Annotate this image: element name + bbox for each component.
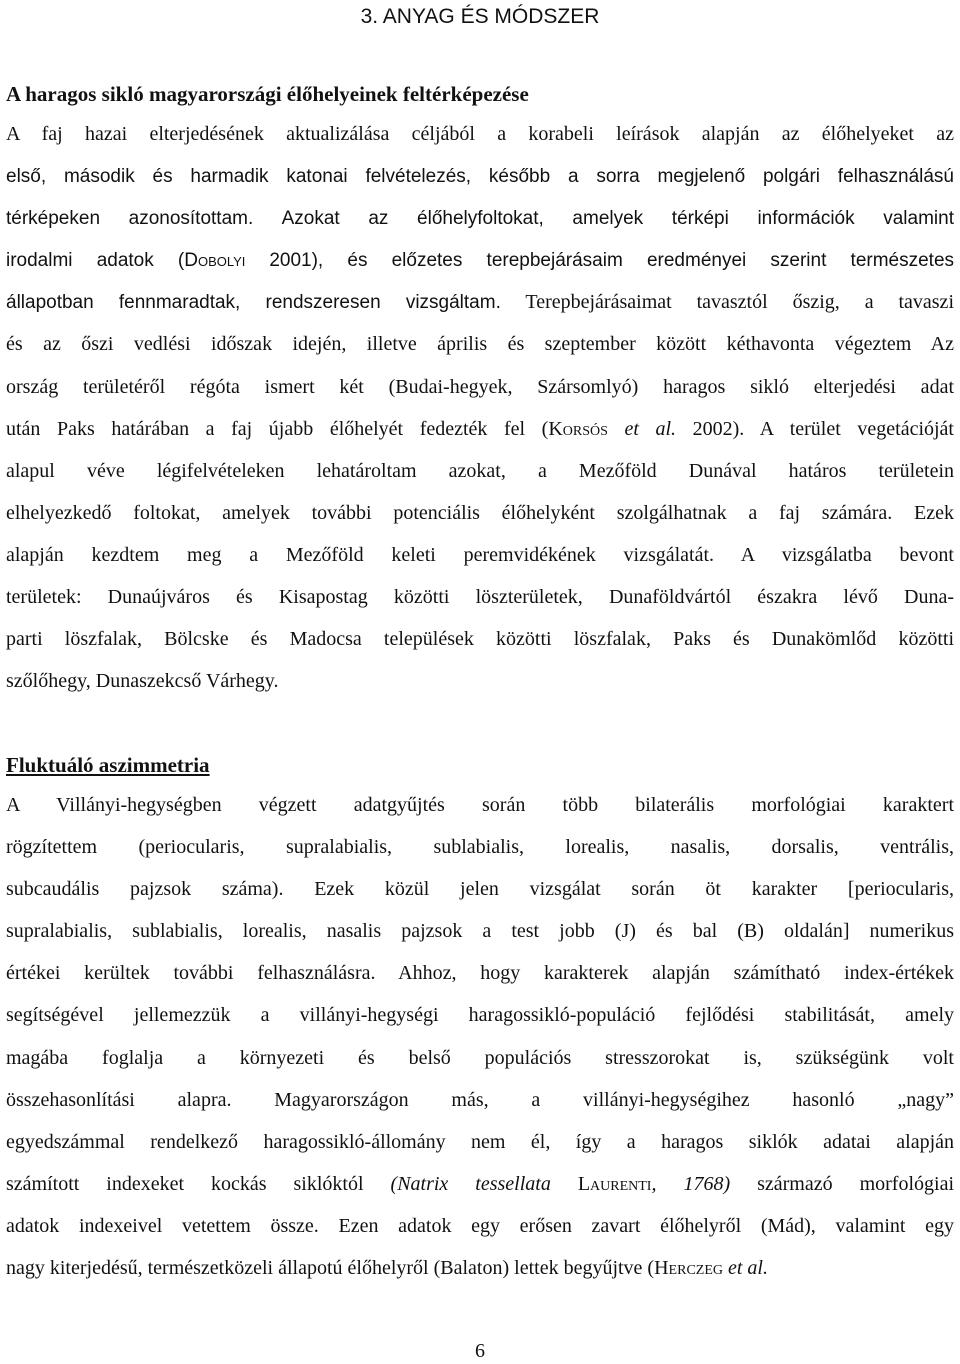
text-line: alapul véve légifelvételeken lehatároltam azokat, a Mezőföld Dunával határos területein bbox=[6, 459, 954, 482]
section-heading-fluctuating-asymmetry: Fluktuáló aszimmetria bbox=[6, 753, 210, 777]
text-line: nagy kiterjedésű, természetközeli állapotú élőhelyről (Balaton) lettek begyűjtve (Herczeg et al. bbox=[6, 1257, 768, 1280]
author-citation: Dobolyi bbox=[184, 250, 246, 272]
text-line: irodalmi adatok (Dobolyi 2001), és előzetes terepbejárásaim eredményei szerint természetes bbox=[6, 250, 955, 272]
page-number: 6 bbox=[475, 1340, 485, 1362]
text-line: alapján kezdtem meg a Mezőföld keleti peremvidékének vizsgálatát. A vizsgálatba bevont bbox=[6, 543, 954, 566]
text-line: parti löszfalak, Bölcske és Madocsa települések közötti löszfalak, Paks és Dunakömlőd közötti bbox=[6, 628, 954, 651]
text-line: térképeken azonosítottam. Azokat az élőhelyfoltokat, amelyek térképi információk valamint bbox=[6, 208, 954, 230]
text-line: supralabialis, sublabialis, lorealis, nasalis pajzsok a test jobb (J) és bal (B) oldalán] numerikus bbox=[6, 920, 954, 943]
text-line: számított indexeket kockás siklóktól (Natrix tessellata Laurenti, 1768) származó morfológiai bbox=[6, 1172, 955, 1195]
paragraph-habitat-mapping bbox=[6, 121, 954, 710]
text-line: adatok indexeivel vetettem össze. Ezen adatok egy erősen zavart élőhelyről (Mád), valamint egy bbox=[6, 1214, 955, 1237]
section-heading-habitat-mapping: A haragos sikló magyarországi élőhelyeinek feltérképezése bbox=[6, 82, 529, 106]
text-line: első, második és harmadik katonai felvételezés, később a sorra megjelenő polgári felhasználású bbox=[6, 166, 954, 188]
text-line: után Paks határában a faj újabb élőhelyét fedezték fel (Korsós et al. 2002). A terület vegetációját bbox=[6, 417, 954, 440]
author-citation: Herczeg bbox=[654, 1257, 723, 1280]
text-line: és az őszi vedlési időszak idején, illetve április és szeptember között kéthavonta végeztem Az bbox=[6, 333, 954, 356]
text-line: subcaudális pajzsok száma). Ezek közül jelen vizsgálat során öt karakter [periocularis, bbox=[6, 878, 954, 901]
author-citation: Laurenti bbox=[577, 1172, 652, 1195]
text-line: szőlőhegy, Dunaszekcső Várhegy. bbox=[6, 670, 279, 693]
species-name: (Natrix tessellata bbox=[390, 1172, 551, 1195]
author-citation: Korsós bbox=[548, 417, 608, 440]
text-line: ország területéről régóta ismert két (Budai-hegyek, Szársomlyó) haragos sikló elterjedési adat bbox=[6, 375, 954, 398]
text-line: segítségével jellemezzük a villányi-hegységi haragossikló-populáció fejlődési stabilitását, amely bbox=[6, 1004, 954, 1027]
text-line: A Villányi-hegységben végzett adatgyűjtés során több bilaterális morfológiai karaktert bbox=[6, 794, 954, 816]
text-line: területek: Dunaújváros és Kisapostag közötti löszterületek, Dunaföldvártól északra lévő Duna- bbox=[6, 586, 954, 609]
text-line: értékei kerültek további felhasználásra. Ahhoz, hogy karakterek alapján számítható index-értékek bbox=[6, 962, 955, 985]
text-line: magába foglalja a környezeti és belső populációs stresszorokat is, szükségünk volt bbox=[6, 1046, 954, 1069]
text-line: A faj hazai elterjedésének aktualizálása céljából a korabeli leírások alapján az élőhelyeket az bbox=[6, 123, 954, 145]
text-line: egyedszámmal rendelkező haragossikló-állomány nem él, így a haragos siklók adatai alapján bbox=[6, 1130, 954, 1153]
text-line: elhelyezkedő foltokat, amelyek további potenciális élőhelyként szolgálhatnak a faj számára. Ezek bbox=[6, 501, 954, 524]
text-line: rögzítettem (periocularis, supralabialis, sublabialis, lorealis, nasalis, dorsalis, ventrális, bbox=[6, 836, 954, 859]
text-line: összehasonlítási alapra. Magyarországon más, a villányi-hegységihez hasonló „nagy” bbox=[6, 1088, 955, 1111]
paragraph-fluctuating-asymmetry bbox=[6, 792, 954, 1297]
chapter-title: 3. ANYAG ÉS MÓDSZER bbox=[360, 5, 600, 28]
text-line: állapotban fennmaradtak, rendszeresen vizsgáltam. Terepbejárásaimat tavasztól őszig, a tavaszi bbox=[6, 291, 954, 314]
